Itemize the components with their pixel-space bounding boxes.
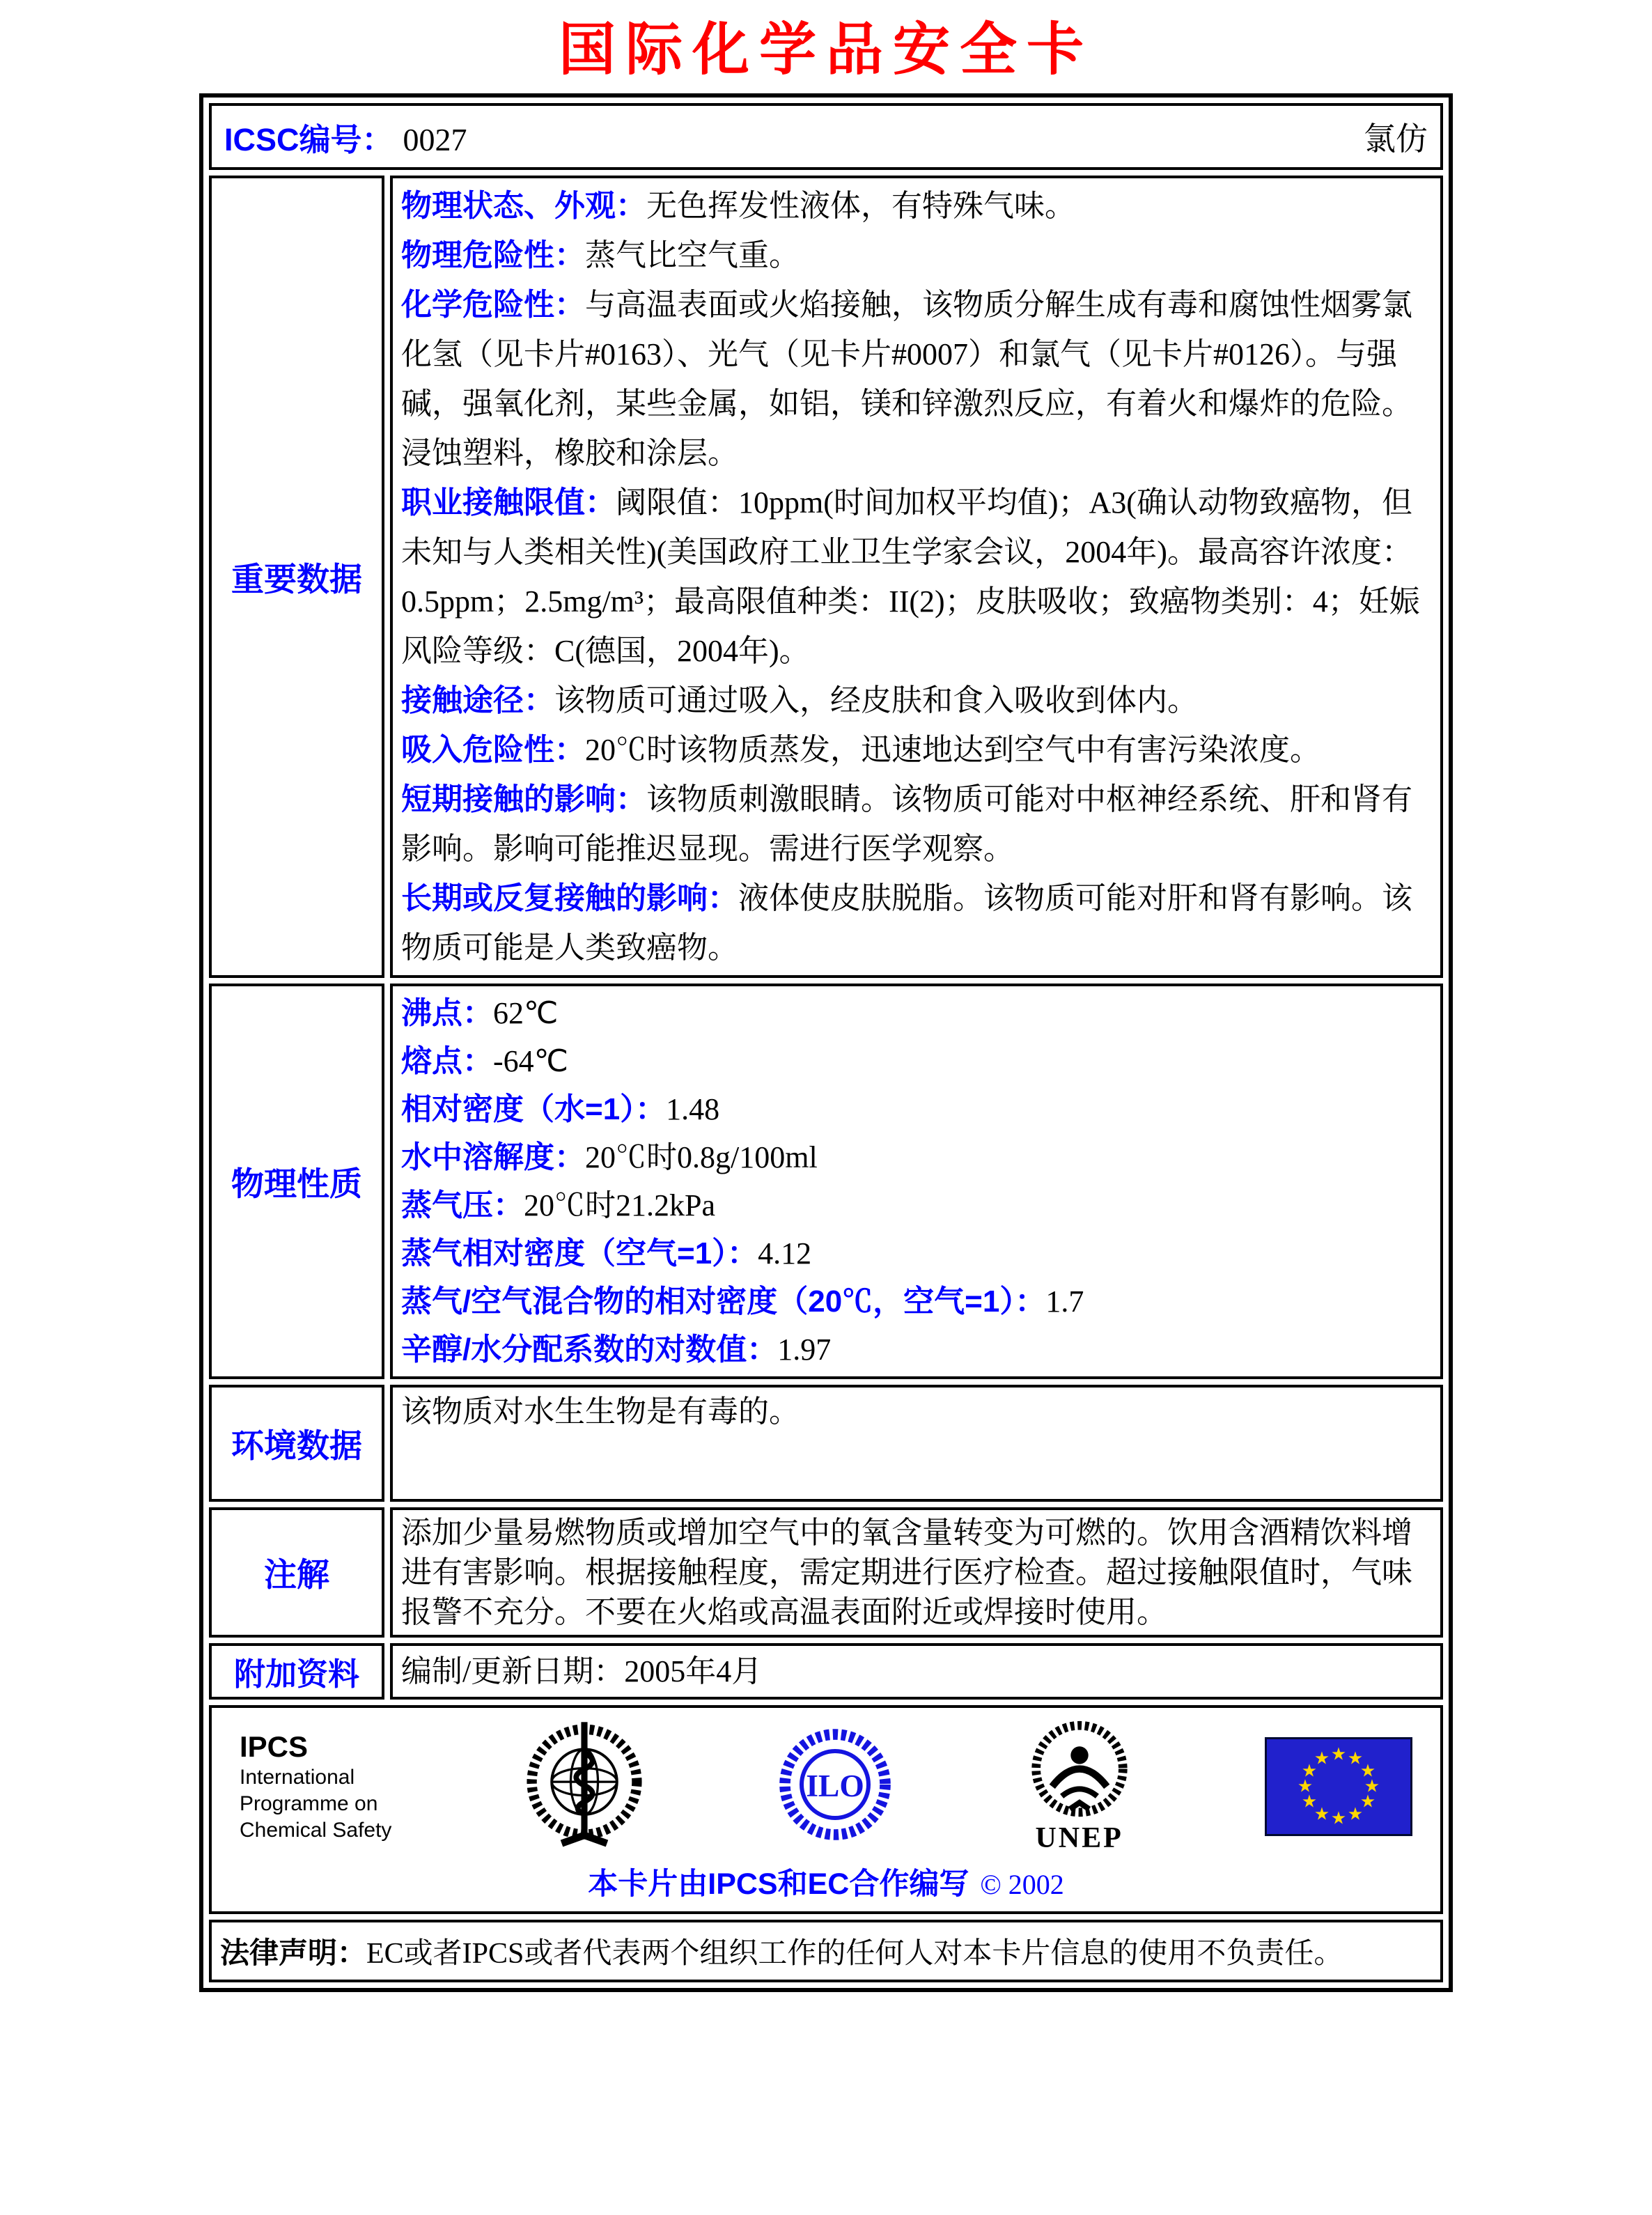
property-vapor-pressure: 蒸气压：20℃时21.2kPa <box>401 1188 715 1222</box>
paragraph-inhalation-risk: 吸入危险性：20℃时该物质蒸发，迅速地达到空气中有害污染浓度。 <box>401 733 1320 767</box>
environmental-data-content: 该物质对水生生物是有毒的。 <box>390 1385 1443 1502</box>
property-vapor-density: 蒸气相对密度（空气=1）：4.12 <box>401 1236 812 1270</box>
ipcs-logo-text: IPCS International Programme on Chemical Safety <box>240 1730 392 1842</box>
card-table <box>199 93 1453 1992</box>
who-emblem-icon <box>521 1716 648 1856</box>
paragraph-exposure-routes: 接触途径：该物质可通过吸入，经皮肤和食入吸收到体内。 <box>401 683 1198 717</box>
additional-info-row <box>209 1643 1443 1700</box>
page-title: 国际化学品安全卡 <box>558 18 1093 81</box>
logos-row <box>209 1705 1443 1914</box>
paragraph-short-term-effects: 短期接触的影响：该物质刺激眼睛。该物质可能对中枢神经系统、肝和肾有影响。影响可能推迟显现。需进行医学观察。 <box>401 782 1412 866</box>
header-row <box>209 103 1443 170</box>
credit-line <box>226 1860 1426 1903</box>
environmental-data-row <box>209 1385 1443 1502</box>
legal-notice-label: 法律声明： <box>220 1936 367 1969</box>
icsc-number <box>224 114 467 160</box>
chemical-name: 氯仿 <box>1364 121 1428 157</box>
notes-content: 添加少量易燃物质或增加空气中的氧含量转变为可燃的。饮用含酒精饮料增进有害影响。根据接触程度，需定期进行医疗检查。超过接触限值时，气味报警不充分。不要在火焰或高温表面附近或焊接时使用。 <box>390 1507 1443 1638</box>
property-vapor-air-mixture-density: 蒸气/空气混合物的相对密度（20℃，空气=1）：1.7 <box>401 1284 1084 1319</box>
property-melting-point: 熔点：-64℃ <box>401 1044 569 1078</box>
paragraph-occupational-limits: 职业接触限值：阈限值：10ppm(时间加权平均值)；A3(确认动物致癌物，但未知与人类相关性)(美国政府工业卫生学家会议，2004年)。最高容许浓度：0.5ppm；2.5mg/m³；最高限值种类：II(2)；皮肤吸收；致癌物类别：4；妊娠风险等级：C(德国，2004年)。 <box>401 485 1420 668</box>
important-data-row <box>209 176 1443 978</box>
paragraph-physical-hazard: 物理危险性：蒸气比空气重。 <box>401 238 800 272</box>
section-label-important: 重要数据 <box>209 176 384 978</box>
icsc-number-label: ICSC编号： <box>224 121 393 157</box>
property-relative-density: 相对密度（水=1）：1.48 <box>401 1092 720 1126</box>
legal-notice <box>209 1920 1443 1982</box>
icsc-number-value: 0027 <box>403 121 467 157</box>
paragraph-physical-state: 物理状态、外观：无色挥发性液体，有特殊气味。 <box>401 189 1075 223</box>
physical-properties-content <box>390 984 1443 1379</box>
paragraph-long-term-effects: 长期或反复接触的影响：液体使皮肤脱脂。该物质可能对肝和肾有影响。该物质可能是人类致癌物。 <box>401 881 1412 965</box>
paragraph-chemical-hazard: 化学危险性：与高温表面或火焰接触，该物质分解生成有毒和腐蚀性烟雾氯化氢（见卡片#0163）、光气（见卡片#0007）和氯气（见卡片#0126）。与强碱，强氧化剂，某些金属，如铝，镁和锌激烈反应，有着火和爆炸的危险。浸蚀塑料，橡胶和涂层。 <box>401 288 1412 470</box>
header-cell <box>209 103 1443 170</box>
section-label-notes: 注解 <box>209 1507 384 1638</box>
physical-properties-row <box>209 984 1443 1379</box>
legal-row <box>209 1920 1443 1982</box>
ilo-emblem-icon <box>777 1722 894 1851</box>
unep-logo <box>1023 1719 1136 1853</box>
legal-notice-text: EC或者IPCS或者代表两个组织工作的任何人对本卡片信息的使用不负责任。 <box>366 1938 1343 1970</box>
logos-cell <box>209 1705 1443 1914</box>
additional-info-content: 编制/更新日期：2005年4月 <box>390 1643 1443 1700</box>
copyright: © 2002 <box>980 1869 1064 1900</box>
property-water-solubility: 水中溶解度：20℃时0.8g/100ml <box>401 1140 818 1174</box>
credit-text: 本卡片由IPCS和EC合作编写 <box>588 1867 969 1901</box>
important-data-content <box>390 176 1443 978</box>
notes-row <box>209 1507 1443 1638</box>
section-label-additional: 附加资料 <box>209 1643 384 1700</box>
svg-text:ILO: ILO <box>806 1767 865 1803</box>
eu-flag-icon: ★ ★ ★ ★ ★ ★ ★ ★ ★ ★ ★ ★ <box>1265 1737 1412 1836</box>
property-boiling-point: 沸点：62℃ <box>401 996 559 1030</box>
unep-wordmark: UNEP <box>1035 1822 1123 1854</box>
section-label-physical: 物理性质 <box>209 984 384 1379</box>
property-octanol-water-coefficient: 辛醇/水分配系数的对数值：1.97 <box>401 1332 832 1367</box>
ipcs-abbr: IPCS <box>240 1730 309 1763</box>
section-label-environment: 环境数据 <box>209 1385 384 1502</box>
